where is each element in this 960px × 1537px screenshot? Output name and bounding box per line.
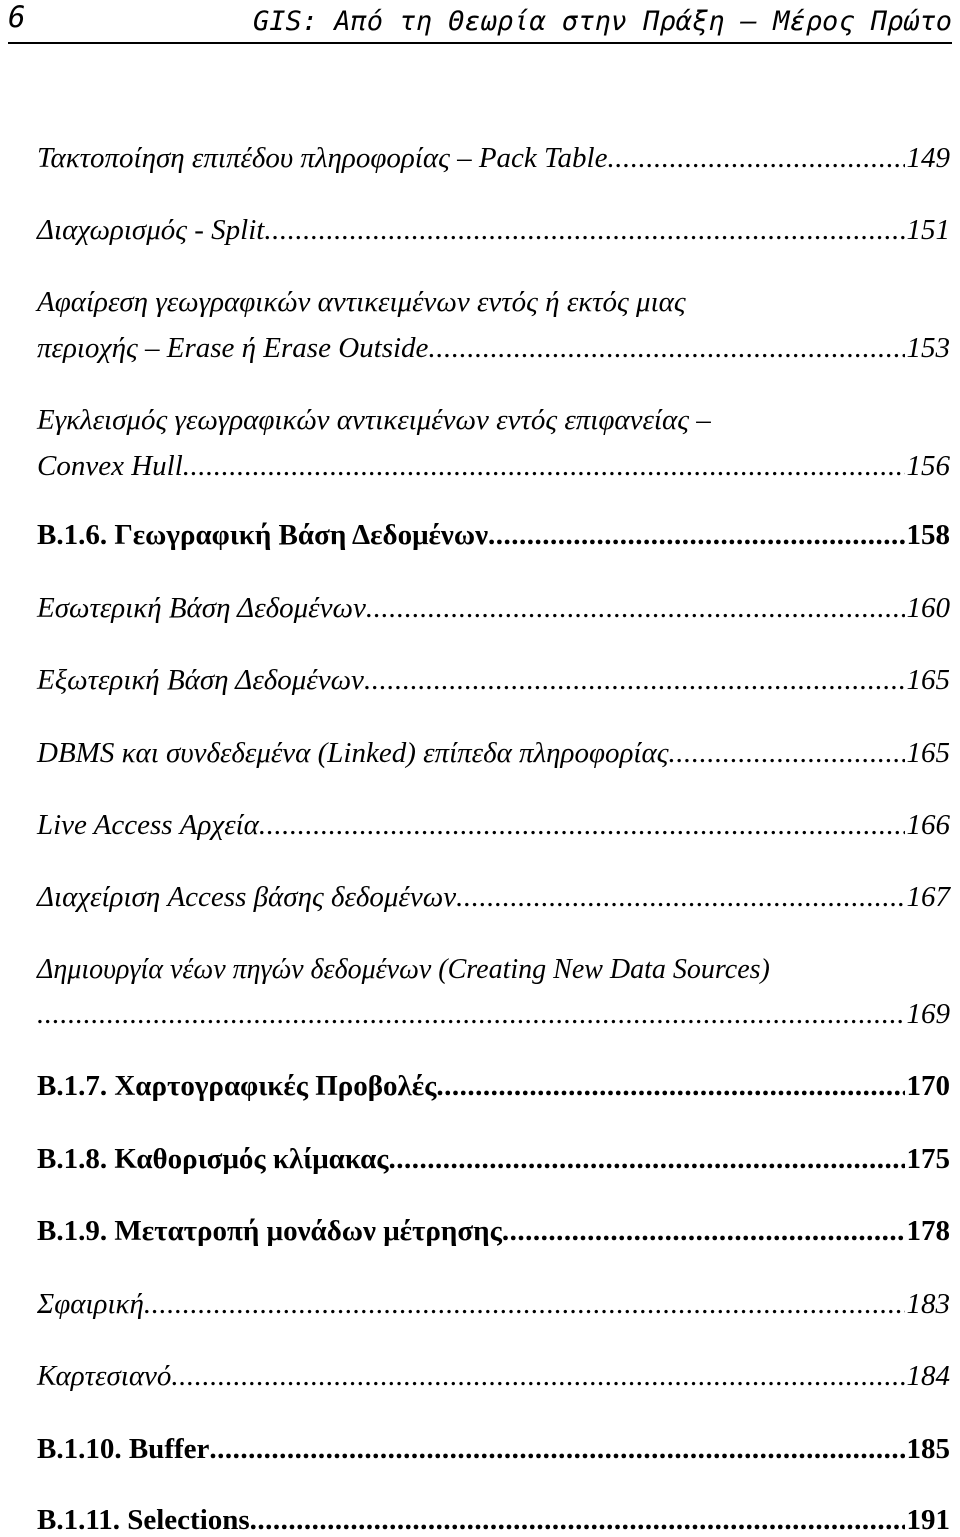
toc-entry-page: 156	[906, 450, 950, 482]
toc-entry-page: 185	[906, 1433, 950, 1465]
toc-entry-page: 167	[906, 881, 950, 913]
toc-entry-page: 160	[906, 592, 950, 624]
toc-entry-title-line1: Αφαίρεση γεωγραφικών αντικειμένων εντός ή εκτός μιας	[37, 286, 686, 318]
toc-entry-page: 175	[906, 1143, 950, 1175]
dot-leader	[209, 1432, 904, 1466]
toc-entry-title: Εξωτερική Βάση Δεδομένων	[37, 664, 364, 696]
header-rule	[8, 42, 952, 44]
dot-leader	[502, 1214, 905, 1248]
toc-entry-pack-table[interactable]	[37, 141, 950, 175]
toc-entry-title: Διαχείριση Access βάσης δεδομένων	[37, 881, 457, 913]
dot-leader	[456, 880, 904, 914]
toc-entry-b-1-11[interactable]	[37, 1503, 950, 1537]
toc-entry-page: 178	[906, 1215, 950, 1247]
dot-leader	[364, 663, 905, 697]
toc-entry-page: 153	[906, 332, 950, 364]
toc-entry-cartesian[interactable]	[37, 1359, 950, 1393]
toc-entry-access-db[interactable]	[37, 880, 950, 914]
toc-entry-b-1-10[interactable]	[37, 1432, 950, 1466]
toc-entry-title: Τακτοποίηση επιπέδου πληροφορίας – Pack Table	[37, 142, 608, 174]
toc-entry-title: Σφαιρική	[37, 1288, 144, 1320]
toc-entry-title: B.1.7. Χαρτογραφικές Προβολές	[37, 1070, 437, 1102]
toc-entry-title: Διαχωρισμός - Split	[37, 214, 265, 246]
toc-entry-page: 184	[906, 1360, 950, 1392]
toc-entry-new-data-sources[interactable]	[37, 953, 950, 1031]
dot-leader	[250, 1503, 905, 1537]
toc-entry-page: 158	[906, 519, 950, 551]
toc-entry-page: 169	[906, 998, 950, 1030]
dot-leader	[144, 1287, 905, 1321]
toc-entry-title: B.1.11. Selections	[37, 1504, 250, 1536]
toc-entry-erase[interactable]	[37, 285, 950, 365]
toc-entry-title: Εσωτερική Βάση Δεδομένων	[37, 592, 366, 624]
toc-entry-title: Convex Hull	[37, 450, 183, 482]
toc-entry-spherical[interactable]	[37, 1287, 950, 1321]
toc-entry-page: 191	[906, 1504, 950, 1536]
toc-entry-title-line1: Εγκλεισμός γεωγραφικών αντικειμένων εντός επιφανείας –	[37, 404, 711, 436]
dot-leader	[264, 213, 904, 247]
dot-leader	[428, 331, 904, 365]
dot-leader	[389, 1142, 905, 1176]
dot-leader	[607, 141, 904, 175]
toc-entry-b-1-6[interactable]	[37, 518, 950, 552]
toc-entry-b-1-8[interactable]	[37, 1142, 950, 1176]
toc-entry-split[interactable]	[37, 213, 950, 247]
toc-entry-title: Καρτεσιανό	[37, 1360, 172, 1392]
toc-entry-page: 170	[906, 1070, 950, 1102]
toc-entry-page: 166	[906, 809, 950, 841]
toc-entry-internal-db[interactable]	[37, 591, 950, 625]
toc-entry-page: 165	[906, 737, 950, 769]
toc-entry-live-access[interactable]	[37, 808, 950, 842]
toc-entry-title-line1: Δημιουργία νέων πηγών δεδομένων (Creating New Data Sources)	[37, 954, 770, 985]
toc-entry-title: B.1.6. Γεωγραφική Βάση Δεδομένων	[37, 519, 489, 551]
page-header	[0, 0, 960, 46]
dot-leader	[171, 1359, 904, 1393]
toc-entry-b-1-9[interactable]	[37, 1214, 950, 1248]
toc-entry-page: 149	[906, 142, 950, 174]
dot-leader	[183, 449, 905, 483]
toc-entry-title: DBMS και συνδεδεμένα (Linked) επίπεδα πληροφορίας	[37, 737, 669, 769]
toc-entry-title: B.1.8. Καθορισμός κλίμακας	[37, 1143, 389, 1175]
toc-entry-dbms-linked[interactable]	[37, 736, 950, 770]
dot-leader	[366, 591, 905, 625]
page-number: 6	[8, 0, 26, 34]
toc-entry-title: B.1.9. Μετατροπή μονάδων μέτρησης	[37, 1215, 502, 1247]
toc-entry-title: B.1.10. Buffer	[37, 1433, 210, 1465]
dot-leader	[488, 518, 904, 552]
dot-leader	[37, 997, 905, 1031]
dot-leader	[259, 808, 905, 842]
toc-entry-convex-hull[interactable]	[37, 403, 950, 483]
toc-entry-external-db[interactable]	[37, 663, 950, 697]
dot-leader	[436, 1069, 904, 1103]
toc-entry-title: Live Access Αρχεία	[37, 809, 259, 841]
toc-entry-page: 165	[906, 664, 950, 696]
toc-entry-title: περιοχής – Erase ή Erase Outside	[37, 332, 429, 364]
running-title: GIS: Από τη Θεωρία στην Πράξη – Μέρος Πρώτο	[253, 6, 952, 37]
dot-leader	[668, 736, 904, 770]
toc-entry-page: 151	[906, 214, 950, 246]
toc-entry-page: 183	[906, 1288, 950, 1320]
toc-entry-b-1-7[interactable]	[37, 1069, 950, 1103]
